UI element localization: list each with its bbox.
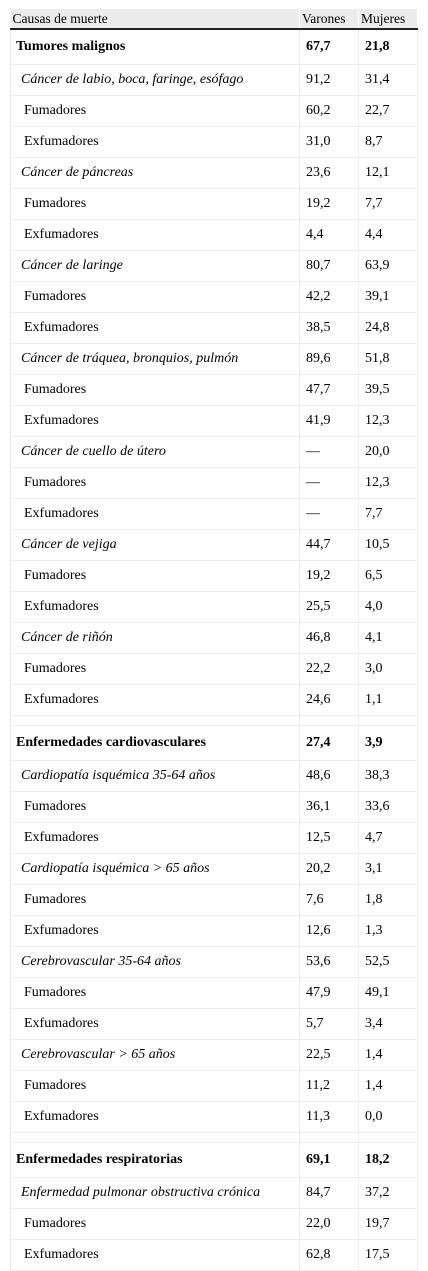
cause-cell: Cerebrovascular 35-64 años [11,947,300,978]
detail-row [11,592,418,623]
detail-row [11,1209,418,1240]
women-value-cell: 8,7 [359,127,418,158]
women-value-cell: 38,3 [359,761,418,792]
cause-cell: Exfumadores [11,1240,300,1271]
women-value-cell: 39,1 [359,282,418,313]
detail-row [11,468,418,499]
women-value-cell: 51,8 [359,344,418,375]
women-value-cell: 12,3 [359,406,418,437]
women-value-cell: 1,1 [359,685,418,716]
women-value-cell: 52,5 [359,947,418,978]
men-value-cell: 46,8 [300,623,359,654]
cause-cell: Fumadores [11,375,300,406]
cause-cell: Cáncer de páncreas [11,158,300,189]
men-value-cell: 36,1 [300,792,359,823]
men-value-cell: 48,6 [300,761,359,792]
men-value-cell: 11,2 [300,1071,359,1102]
mortality-table-container [10,9,417,1271]
subcategory-row [11,854,418,885]
cause-cell: Fumadores [11,885,300,916]
women-value-cell: 49,1 [359,978,418,1009]
men-value-cell: 41,9 [300,406,359,437]
subcategory-row [11,158,418,189]
cause-cell: Cáncer de cuello de útero [11,437,300,468]
men-value-cell: 38,5 [300,313,359,344]
men-value-cell: 12,6 [300,916,359,947]
group-row [11,726,418,761]
women-value-cell: 24,8 [359,313,418,344]
women-value-cell: 3,9 [359,726,418,761]
women-value-cell: 37,2 [359,1178,418,1209]
spacer-row [11,1133,418,1143]
cause-cell: Fumadores [11,189,300,220]
men-value-cell: 20,2 [300,854,359,885]
women-value-cell: 1,8 [359,885,418,916]
cause-cell: Cáncer de riñón [11,623,300,654]
mortality-table [10,9,418,1271]
men-value-cell: 22,5 [300,1040,359,1071]
detail-row [11,1240,418,1271]
cause-cell: Fumadores [11,1209,300,1240]
table-body [11,29,418,1271]
group-row [11,1143,418,1178]
cause-cell: Exfumadores [11,685,300,716]
men-value-cell: 89,6 [300,344,359,375]
detail-row [11,96,418,127]
women-value-cell: 63,9 [359,251,418,282]
cause-cell: Exfumadores [11,220,300,251]
men-value-cell: 22,2 [300,654,359,685]
women-value-cell: 7,7 [359,189,418,220]
women-value-cell: 21,8 [359,29,418,65]
subcategory-row [11,1178,418,1209]
subcategory-row [11,761,418,792]
men-value-cell: 5,7 [300,1009,359,1040]
men-value-cell: 47,9 [300,978,359,1009]
detail-row [11,220,418,251]
detail-row [11,313,418,344]
cause-cell: Tumores malignos [11,29,300,65]
women-value-cell: 10,5 [359,530,418,561]
cause-cell: Cáncer de laringe [11,251,300,282]
cause-cell: Exfumadores [11,127,300,158]
women-value-cell: 4,0 [359,592,418,623]
spacer-cell [11,1133,300,1143]
women-value-cell: 1,4 [359,1071,418,1102]
subcategory-row [11,251,418,282]
detail-row [11,685,418,716]
cause-cell: Cerebrovascular > 65 años [11,1040,300,1071]
detail-row [11,406,418,437]
subcategory-row [11,947,418,978]
women-value-cell: 12,3 [359,468,418,499]
cause-cell: Cáncer de labio, boca, faringe, esófago [11,65,300,96]
spacer-cell [300,1133,359,1143]
cause-cell: Cardiopatía isquémica > 65 años [11,854,300,885]
cause-cell: Exfumadores [11,406,300,437]
men-value-cell: 22,0 [300,1209,359,1240]
women-value-cell: 4,7 [359,823,418,854]
cause-cell: Exfumadores [11,823,300,854]
men-value-cell: 67,7 [300,29,359,65]
men-value-cell: — [300,468,359,499]
subcategory-row [11,437,418,468]
women-value-cell: 1,4 [359,1040,418,1071]
detail-row [11,978,418,1009]
detail-row [11,189,418,220]
spacer-cell [300,716,359,726]
header-row [11,9,418,29]
spacer-cell [11,716,300,726]
women-value-cell: 19,7 [359,1209,418,1240]
men-value-cell: 23,6 [300,158,359,189]
detail-row [11,499,418,530]
cause-cell: Exfumadores [11,916,300,947]
women-value-cell: 39,5 [359,375,418,406]
men-value-cell: 42,2 [300,282,359,313]
header-causes: Causas de muerte [11,9,300,29]
men-value-cell: 12,5 [300,823,359,854]
subcategory-row [11,65,418,96]
men-value-cell: 91,2 [300,65,359,96]
cause-cell: Fumadores [11,282,300,313]
subcategory-row [11,530,418,561]
cause-cell: Fumadores [11,96,300,127]
cause-cell: Fumadores [11,561,300,592]
header-men: Varones [300,9,359,29]
subcategory-row [11,1040,418,1071]
detail-row [11,1102,418,1133]
cause-cell: Enfermedades respiratorias [11,1143,300,1178]
women-value-cell: 33,6 [359,792,418,823]
cause-cell: Enfermedad pulmonar obstructiva crónica [11,1178,300,1209]
cause-cell: Fumadores [11,654,300,685]
women-value-cell: 3,4 [359,1009,418,1040]
men-value-cell: — [300,437,359,468]
spacer-cell [359,1133,418,1143]
men-value-cell: 60,2 [300,96,359,127]
women-value-cell: 4,4 [359,220,418,251]
cause-cell: Exfumadores [11,1102,300,1133]
women-value-cell: 1,3 [359,916,418,947]
cause-cell: Fumadores [11,468,300,499]
header-women: Mujeres [359,9,418,29]
men-value-cell: 4,4 [300,220,359,251]
men-value-cell: 19,2 [300,189,359,220]
women-value-cell: 22,7 [359,96,418,127]
cause-cell: Exfumadores [11,1009,300,1040]
women-value-cell: 18,2 [359,1143,418,1178]
men-value-cell: 27,4 [300,726,359,761]
cause-cell: Exfumadores [11,592,300,623]
men-value-cell: 25,5 [300,592,359,623]
detail-row [11,127,418,158]
women-value-cell: 20,0 [359,437,418,468]
cause-cell: Enfermedades cardiovasculares [11,726,300,761]
women-value-cell: 12,1 [359,158,418,189]
detail-row [11,885,418,916]
men-value-cell: 69,1 [300,1143,359,1178]
detail-row [11,792,418,823]
women-value-cell: 7,7 [359,499,418,530]
spacer-cell [359,716,418,726]
men-value-cell: 44,7 [300,530,359,561]
women-value-cell: 6,5 [359,561,418,592]
men-value-cell: 62,8 [300,1240,359,1271]
cause-cell: Fumadores [11,792,300,823]
cause-cell: Exfumadores [11,313,300,344]
detail-row [11,375,418,406]
men-value-cell: 19,2 [300,561,359,592]
group-row [11,29,418,65]
men-value-cell: — [300,499,359,530]
detail-row [11,1009,418,1040]
women-value-cell: 3,1 [359,854,418,885]
detail-row [11,561,418,592]
detail-row [11,282,418,313]
cause-cell: Cáncer de tráquea, bronquios, pulmón [11,344,300,375]
spacer-row [11,716,418,726]
men-value-cell: 11,3 [300,1102,359,1133]
table-header [11,9,418,29]
cause-cell: Exfumadores [11,499,300,530]
cause-cell: Fumadores [11,978,300,1009]
women-value-cell: 31,4 [359,65,418,96]
men-value-cell: 84,7 [300,1178,359,1209]
detail-row [11,916,418,947]
men-value-cell: 24,6 [300,685,359,716]
men-value-cell: 47,7 [300,375,359,406]
women-value-cell: 0,0 [359,1102,418,1133]
detail-row [11,654,418,685]
women-value-cell: 4,1 [359,623,418,654]
cause-cell: Cardiopatía isquémica 35-64 años [11,761,300,792]
cause-cell: Fumadores [11,1071,300,1102]
detail-row [11,823,418,854]
men-value-cell: 7,6 [300,885,359,916]
subcategory-row [11,344,418,375]
cause-cell: Cáncer de vejiga [11,530,300,561]
detail-row [11,1071,418,1102]
men-value-cell: 53,6 [300,947,359,978]
women-value-cell: 17,5 [359,1240,418,1271]
men-value-cell: 31,0 [300,127,359,158]
subcategory-row [11,623,418,654]
women-value-cell: 3,0 [359,654,418,685]
men-value-cell: 80,7 [300,251,359,282]
